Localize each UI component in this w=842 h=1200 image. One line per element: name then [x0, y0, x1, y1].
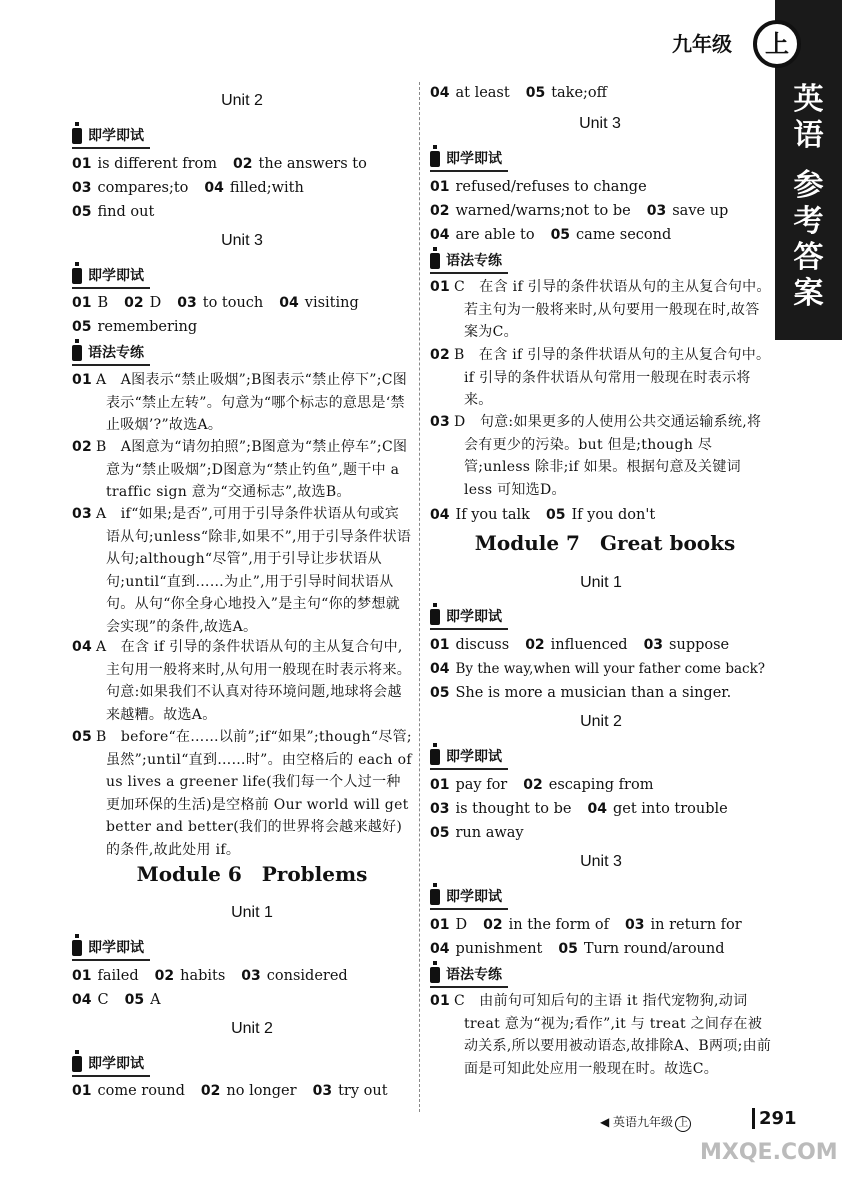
- watermark: MXQE.COM: [700, 1140, 838, 1165]
- answer-number: 01: [430, 637, 450, 653]
- answer-text: come round: [97, 1083, 185, 1099]
- answer-number: 05: [558, 941, 578, 957]
- answer-line: [72, 964, 348, 988]
- unit-title: Unit 2: [221, 92, 263, 109]
- answer-text: are able to: [455, 227, 535, 243]
- answer-number: 04: [204, 180, 224, 196]
- section-char-3: 答: [793, 240, 824, 275]
- answer-text: A A图表示“禁止吸烟”;B图表示“禁止停下”;C图表示“禁止左转”。句意为“哪个标志的意思是‘禁止吸烟’?”故选A。: [96, 372, 408, 433]
- answer-text: B 在含 if 引导的条件状语从句的主从复合句中。if 引导的条件状语从句常用一般现在时表示将来。: [454, 347, 771, 408]
- answer-line: [430, 503, 655, 527]
- answer-text: is different from: [97, 156, 218, 172]
- answer-line: [72, 315, 197, 339]
- answer-text: pay for: [455, 777, 508, 793]
- unit-title: Unit 1: [580, 574, 622, 591]
- answer-text: failed: [97, 968, 139, 984]
- answer-number: 03: [72, 180, 92, 196]
- subject-char-2: 语: [793, 118, 824, 153]
- grammar-answer: [72, 503, 412, 638]
- answer-text: try out: [338, 1083, 388, 1099]
- answer-text: filled;with: [229, 180, 304, 196]
- answer-number: 01: [72, 156, 92, 172]
- answer-text: B A图意为“请勿拍照”;B图意为“禁止停车”;C图意为“禁止吸烟”;D图意为“禁止钓鱼”,题干中 a traffic sign 意为“交通标志”,故选B。: [96, 439, 408, 500]
- answer-number: 05: [430, 685, 450, 701]
- footer-term: 上: [675, 1116, 691, 1132]
- answer-line: [430, 913, 742, 937]
- answer-number: 01: [430, 279, 451, 295]
- page-number: 291: [752, 1108, 797, 1129]
- unit-title: Unit 2: [231, 1020, 273, 1037]
- answer-number: 04: [72, 992, 92, 1008]
- answer-number: 04: [430, 227, 450, 243]
- grammar-answer: [72, 726, 412, 861]
- answer-text: B: [97, 295, 109, 311]
- answer-text: visiting: [304, 295, 359, 311]
- answer-text: discuss: [455, 637, 510, 653]
- answer-number: 03: [177, 295, 197, 311]
- section-tag: 即学即试: [72, 266, 150, 289]
- answer-number: 02: [124, 295, 144, 311]
- answer-text: If you don't: [571, 507, 656, 523]
- answer-number: 02: [430, 203, 450, 219]
- grammar-answer: [72, 636, 412, 726]
- section-tag: 即学即试: [72, 1054, 150, 1077]
- answer-number: 03: [72, 506, 93, 522]
- unit-title: Unit 3: [221, 232, 263, 249]
- answer-line: [72, 1079, 388, 1103]
- section-char-2: 考: [793, 204, 824, 239]
- answer-number: 02: [233, 156, 253, 172]
- answer-number: 03: [430, 414, 451, 430]
- answer-text: in return for: [650, 917, 742, 933]
- answer-number: 05: [72, 204, 92, 220]
- answer-number: 01: [72, 372, 93, 388]
- grammar-answer: [430, 276, 772, 344]
- answer-number: 03: [430, 801, 450, 817]
- answer-number: 02: [525, 637, 545, 653]
- answer-text: compares;to: [97, 180, 189, 196]
- answer-line: [72, 988, 161, 1012]
- answer-text: remembering: [97, 319, 198, 335]
- answer-number: 04: [430, 661, 450, 677]
- answer-line: [430, 797, 728, 821]
- footer-arrow-icon: ◀: [600, 1115, 614, 1129]
- answer-number: 03: [312, 1083, 333, 1099]
- answer-number: 04: [587, 801, 607, 817]
- answer-number: 02: [200, 1083, 221, 1099]
- module-title: Module 6 Problems: [136, 862, 368, 886]
- answer-number: 03: [241, 968, 261, 984]
- answer-number: 05: [124, 992, 145, 1008]
- section-tag: 即学即试: [430, 607, 508, 630]
- answer-text: C: [97, 992, 109, 1008]
- answer-text: influenced: [550, 637, 628, 653]
- answer-number: 01: [430, 179, 450, 195]
- answer-text: save up: [672, 203, 729, 219]
- answer-text: considered: [266, 968, 348, 984]
- answer-text: Turn round/around: [583, 941, 725, 957]
- module-title: Module 7 Great books: [474, 531, 736, 555]
- answer-number: 05: [430, 825, 450, 841]
- unit-title: Unit 1: [231, 904, 273, 921]
- answer-number: 04: [279, 295, 299, 311]
- answer-text: A: [150, 992, 161, 1008]
- answer-line: [430, 681, 731, 705]
- answer-text: C 在含 if 引导的条件状语从句的主从复合句中。若主句为一般将来时,从句要用一般现在时,故答案为C。: [454, 279, 771, 340]
- answer-text: D: [149, 295, 162, 311]
- answer-text: escaping from: [548, 777, 654, 793]
- answer-number: 01: [430, 917, 450, 933]
- answer-text: came second: [576, 227, 672, 243]
- answer-text: If you talk: [455, 507, 530, 523]
- answer-line: [430, 657, 765, 681]
- answer-number: 01: [72, 968, 92, 984]
- grade-label: 九年级: [672, 32, 732, 56]
- answer-line: [430, 821, 524, 845]
- answer-number: 01: [430, 993, 451, 1009]
- answer-text: B before“在……以前”;if“如果”;though“尽管;虽然”;until“直到……时”。由空格后的 each of us lives a greener life(我们每一个人过一种更加环保的生活)是空格前 Our world will get better and better(我们的世界将会越来越好)的条件,故此处用 if。: [96, 729, 412, 858]
- grammar-answer: [72, 436, 412, 504]
- answer-line: [430, 199, 728, 223]
- answer-text: By the way,when will your father come back?: [455, 661, 766, 677]
- section-tag: 语法专练: [72, 343, 150, 366]
- answer-number: 02: [430, 347, 451, 363]
- answer-number: 01: [72, 1083, 92, 1099]
- answer-text: in the form of: [508, 917, 610, 933]
- section-tag: 语法专练: [430, 251, 508, 274]
- answer-text: find out: [97, 204, 155, 220]
- unit-title: Unit 3: [579, 115, 621, 132]
- answer-number: 05: [550, 227, 571, 243]
- answer-number: 02: [72, 439, 93, 455]
- answer-line: [430, 937, 725, 961]
- answer-line: [72, 176, 304, 200]
- section-char-4: 案: [793, 276, 824, 311]
- section-tag: 即学即试: [72, 938, 150, 961]
- answer-text: habits: [180, 968, 226, 984]
- answer-line: [430, 633, 729, 657]
- answer-text: the answers to: [258, 156, 367, 172]
- answer-line: [430, 175, 647, 199]
- answer-number: 05: [525, 85, 546, 101]
- answer-line: [430, 81, 607, 105]
- section-tag: 即学即试: [430, 887, 508, 910]
- subject-char-1: 英: [793, 82, 824, 117]
- answer-number: 03: [625, 917, 645, 933]
- grammar-answer: [430, 344, 772, 412]
- section-tag: 即学即试: [72, 126, 150, 149]
- answer-text: take;off: [551, 85, 607, 101]
- answer-line: [72, 200, 154, 224]
- answer-text: at least: [455, 85, 510, 101]
- answer-number: 03: [646, 203, 667, 219]
- column-divider: [419, 82, 420, 1112]
- answer-text: to touch: [202, 295, 264, 311]
- grammar-answer: [72, 369, 412, 437]
- answer-text: She is more a musician than a singer.: [455, 685, 732, 701]
- footer-book-label: [600, 1113, 691, 1132]
- term-badge: 上: [753, 20, 801, 68]
- answer-number: 05: [72, 729, 93, 745]
- unit-title: Unit 2: [580, 713, 622, 730]
- answer-text: D: [455, 917, 468, 933]
- grammar-answer: [430, 990, 772, 1080]
- answer-number: 02: [483, 917, 503, 933]
- answer-line: [430, 223, 671, 247]
- answer-text: punishment: [455, 941, 543, 957]
- answer-number: 04: [430, 941, 450, 957]
- answer-text: A 在含 if 引导的条件状语从句的主从复合句中,主句用一般将来时,从句用一般现在时表示将来。句意:如果我们不认真对待环境问题,地球将会越来越糟。故选A。: [96, 639, 412, 723]
- answer-line: [72, 152, 367, 176]
- answer-text: is thought to be: [455, 801, 572, 817]
- answer-text: D 句意:如果更多的人使用公共交通运输系统,将会有更少的污染。but 但是;though 尽管;unless 除非;if 如果。根据句意及关键词 less 可知选D。: [454, 414, 762, 498]
- answer-number: 03: [643, 637, 664, 653]
- section-char-1: 参: [793, 168, 824, 203]
- answer-number: 04: [430, 85, 450, 101]
- answer-text: get into trouble: [612, 801, 728, 817]
- answer-number: 05: [72, 319, 92, 335]
- answer-text: run away: [455, 825, 524, 841]
- section-tag: 即学即试: [430, 149, 508, 172]
- answer-text: A if“如果;是否”,可用于引导条件状语从句或宾语从句;unless“除非,如果不”,用于引导条件状语从句;although“尽管”,用于引导让步状语从句;until“直到……为止”,用于引导时间状语从句。从句“你全身心地投入”是主句“你的梦想就会实现”的条件,故选A。: [96, 506, 412, 635]
- answer-text: no longer: [226, 1083, 297, 1099]
- answer-number: 04: [430, 507, 450, 523]
- answer-text: suppose: [669, 637, 730, 653]
- answer-number: 01: [430, 777, 450, 793]
- answer-number: 04: [72, 639, 93, 655]
- answer-text: refused/refuses to change: [455, 179, 647, 195]
- answer-number: 05: [545, 507, 566, 523]
- answer-number: 01: [72, 295, 92, 311]
- section-tag: 即学即试: [430, 747, 508, 770]
- answer-line: [72, 291, 359, 315]
- answer-number: 02: [154, 968, 175, 984]
- section-tag: 语法专练: [430, 965, 508, 988]
- answer-line: [430, 773, 653, 797]
- answer-number: 02: [523, 777, 543, 793]
- unit-title: Unit 3: [580, 853, 622, 870]
- footer-book-name: 英语九年级: [613, 1115, 674, 1129]
- answer-text: warned/warns;not to be: [455, 203, 631, 219]
- answer-text: C 由前句可知后句的主语 it 指代宠物狗,动词 treat 意为“视为;看作”,it 与 treat 之间存在被动关系,所以要用被动语态,故排除A、B两项;由前面是可知此处应用一般现在时。故选C。: [454, 993, 772, 1077]
- grammar-answer: [430, 411, 772, 501]
